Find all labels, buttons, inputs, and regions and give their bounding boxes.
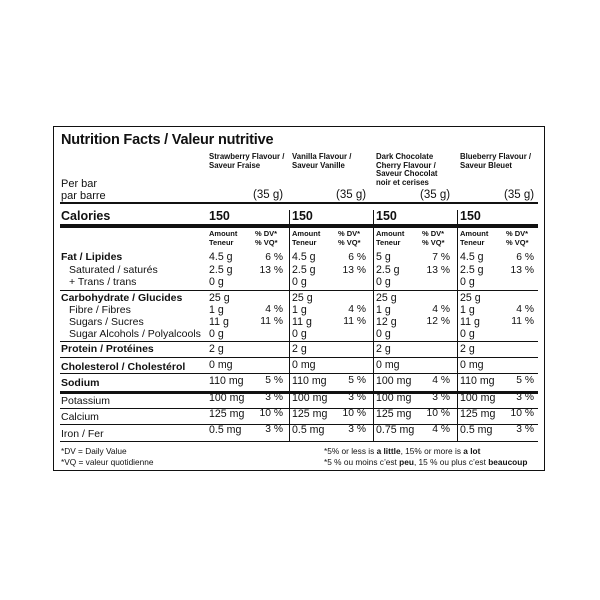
col-2-sodium-value: 110 mg xyxy=(292,375,327,387)
col-1-calcium-value: 125 mg xyxy=(209,408,245,420)
footnote-english: *5% or less is a little, 15% or more is a lot xyxy=(324,446,481,456)
col-3-sodium-value: 100 mg xyxy=(376,375,412,387)
col-4-potassium-value: 100 mg xyxy=(460,392,496,404)
col-1-protein-value: 2 g xyxy=(209,343,224,355)
col-2-flavour-name: Vanilla Flavour / Saveur Vanille xyxy=(292,152,352,170)
serving-line-2: par barre xyxy=(61,190,106,202)
col-1-dv-label: % DV* xyxy=(255,229,278,238)
col-1-saturated-value: 2.5 g xyxy=(209,264,233,276)
rule-fat xyxy=(60,290,538,291)
col-2-vq-label: % VQ* xyxy=(338,238,361,247)
col-1-calcium-percent: 10 % xyxy=(259,408,283,419)
rule-protein xyxy=(60,357,538,358)
col-1-iron-percent: 3 % xyxy=(265,424,283,435)
col-1-fibre-percent: 4 % xyxy=(265,304,283,315)
fat-label: Fat / Lipides xyxy=(61,251,123,263)
col-1-serving-size: (35 g) xyxy=(253,189,284,201)
rule-cholesterol xyxy=(60,373,538,374)
col-2-fibre-value: 1 g xyxy=(292,304,307,316)
col-3-fat-percent: 7 % xyxy=(432,252,450,263)
footnote-dv: *DV = Daily Value xyxy=(61,446,127,456)
col-3-sugar-alcohols-value: 0 g xyxy=(376,328,391,340)
col-1-fibre-value: 1 g xyxy=(209,304,224,316)
col-4-amount-label: Amount xyxy=(460,229,489,238)
col-1-sodium-percent: 5 % xyxy=(265,375,283,386)
col-3-sodium-percent: 4 % xyxy=(432,375,450,386)
col-1-teneur-label: Teneur xyxy=(209,238,234,247)
col-3-sugars-value: 12 g xyxy=(376,316,397,328)
col-1-flavour-name: Strawberry Flavour / Saveur Fraise xyxy=(209,152,285,170)
calories-label: Calories xyxy=(61,209,111,223)
col-4-fat-percent: 6 % xyxy=(516,252,534,263)
col-1-vq-label: % VQ* xyxy=(255,238,278,247)
col-3-potassium-value: 100 mg xyxy=(376,392,412,404)
col-1-fat-value: 4.5 g xyxy=(209,251,233,263)
column-divider xyxy=(289,210,290,441)
col-3-teneur-label: Teneur xyxy=(376,238,401,247)
col-3-amount-label: Amount xyxy=(376,229,405,238)
col-3-iron-value: 0.75 mg xyxy=(376,424,415,436)
col-2-serving-size: (35 g) xyxy=(336,189,367,201)
col-4-fibre-value: 1 g xyxy=(460,304,475,316)
col-4-iron-value: 0.5 mg xyxy=(460,424,493,436)
col-3-serving-size: (35 g) xyxy=(420,189,451,201)
col-3-potassium-percent: 3 % xyxy=(432,392,450,403)
potassium-label: Potassium xyxy=(61,395,111,407)
iron-label: Iron / Fer xyxy=(61,428,104,440)
col-1-saturated-percent: 13 % xyxy=(259,265,283,276)
col-3-fibre-value: 1 g xyxy=(376,304,391,316)
fibre-label: Fibre / Fibres xyxy=(69,304,131,316)
col-1-amount-label: Amount xyxy=(209,229,238,238)
col-1-potassium-value: 100 mg xyxy=(209,392,245,404)
col-2-fat-value: 4.5 g xyxy=(292,251,316,263)
col-4-cholesterol-value: 0 mg xyxy=(460,359,484,371)
col-1-trans-value: 0 g xyxy=(209,276,224,288)
col-4-dv-label: % DV* xyxy=(506,229,529,238)
col-3-calcium-value: 125 mg xyxy=(376,408,412,420)
saturated-label: Saturated / saturés xyxy=(69,264,158,276)
col-2-teneur-label: Teneur xyxy=(292,238,317,247)
col-2-cholesterol-value: 0 mg xyxy=(292,359,316,371)
col-4-sodium-value: 110 mg xyxy=(460,375,495,387)
col-4-calcium-value: 125 mg xyxy=(460,408,496,420)
col-2-sugars-value: 11 g xyxy=(292,316,312,328)
col-4-calcium-percent: 10 % xyxy=(510,408,534,419)
rule-calories xyxy=(60,224,538,228)
rule-carb xyxy=(60,341,538,342)
col-4-serving-size: (35 g) xyxy=(504,189,535,201)
col-2-carbohydrate-value: 25 g xyxy=(292,292,313,304)
col-4-trans-value: 0 g xyxy=(460,276,475,288)
col-3-vq-label: % VQ* xyxy=(422,238,445,247)
nutrition-facts-table xyxy=(53,126,545,471)
col-1-sodium-value: 110 mg xyxy=(209,375,244,387)
calcium-label: Calcium xyxy=(61,411,99,423)
col-3-dv-label: % DV* xyxy=(422,229,445,238)
col-3-cholesterol-value: 0 mg xyxy=(376,359,400,371)
col-3-calcium-percent: 10 % xyxy=(426,408,450,419)
sodium-label: Sodium xyxy=(61,377,100,389)
col-1-iron-value: 0.5 mg xyxy=(209,424,242,436)
col-1-carbohydrate-value: 25 g xyxy=(209,292,230,304)
col-4-protein-value: 2 g xyxy=(460,343,475,355)
col-2-potassium-percent: 3 % xyxy=(348,392,366,403)
col-1-potassium-percent: 3 % xyxy=(265,392,283,403)
col-3-iron-percent: 4 % xyxy=(432,424,450,435)
col-3-protein-value: 2 g xyxy=(376,343,391,355)
col-3-flavour-name: Dark Chocolate Cherry Flavour / Saveur Chocolat noir et cerises xyxy=(376,152,438,188)
col-2-sodium-percent: 5 % xyxy=(348,375,366,386)
col-2-protein-value: 2 g xyxy=(292,343,307,355)
carbohydrate-label: Carbohydrate / Glucides xyxy=(61,292,183,304)
col-2-calcium-value: 125 mg xyxy=(292,408,328,420)
col-2-sugars-percent: 11 % xyxy=(343,316,366,327)
col-4-fat-value: 4.5 g xyxy=(460,251,484,263)
col-3-fat-value: 5 g xyxy=(376,251,391,263)
col-2-fat-percent: 6 % xyxy=(348,252,366,263)
rule-serving xyxy=(60,202,538,204)
col-1-sugar-alcohols-value: 0 g xyxy=(209,328,224,340)
serving-line-1: Per bar xyxy=(61,178,98,190)
col-1-cholesterol-value: 0 mg xyxy=(209,359,233,371)
col-1-fat-percent: 6 % xyxy=(265,252,283,263)
col-4-vq-label: % VQ* xyxy=(506,238,529,247)
col-3-saturated-percent: 13 % xyxy=(426,265,450,276)
col-1-sugars-percent: 11 % xyxy=(260,316,283,327)
col-4-sugars-percent: 11 % xyxy=(511,316,534,327)
col-4-saturated-percent: 13 % xyxy=(510,265,534,276)
footnote-french: *5 % ou moins c’est peu, 15 % ou plus c’est beaucoup xyxy=(324,457,528,467)
col-4-sugars-value: 11 g xyxy=(460,316,480,328)
col-4-saturated-value: 2.5 g xyxy=(460,264,484,276)
col-3-trans-value: 0 g xyxy=(376,276,391,288)
col-2-saturated-value: 2.5 g xyxy=(292,264,316,276)
col-4-carbohydrate-value: 25 g xyxy=(460,292,481,304)
col-2-potassium-value: 100 mg xyxy=(292,392,328,404)
col-3-calories: 150 xyxy=(376,209,397,223)
table-title: Nutrition Facts / Valeur nutritive xyxy=(61,132,274,148)
col-4-calories: 150 xyxy=(460,209,481,223)
col-2-iron-value: 0.5 mg xyxy=(292,424,325,436)
col-3-saturated-value: 2.5 g xyxy=(376,264,400,276)
col-4-fibre-percent: 4 % xyxy=(516,304,534,315)
sugars-label: Sugars / Sucres xyxy=(69,316,144,328)
col-2-fibre-percent: 4 % xyxy=(348,304,366,315)
col-2-saturated-percent: 13 % xyxy=(342,265,366,276)
sugar-alcohols-label: Sugar Alcohols / Polyalcools xyxy=(69,328,201,340)
rule-iron xyxy=(60,441,538,442)
column-divider xyxy=(373,210,374,441)
col-2-calories: 150 xyxy=(292,209,313,223)
col-2-dv-label: % DV* xyxy=(338,229,361,238)
column-divider xyxy=(457,210,458,441)
cholesterol-label: Cholesterol / Cholestérol xyxy=(61,361,186,373)
col-4-flavour-name: Blueberry Flavour / Saveur Bleuet xyxy=(460,152,532,170)
col-1-sugars-value: 11 g xyxy=(209,316,229,328)
col-2-iron-percent: 3 % xyxy=(348,424,366,435)
col-2-calcium-percent: 10 % xyxy=(342,408,366,419)
footnote-vq: *VQ = valeur quotidienne xyxy=(61,457,154,467)
col-4-teneur-label: Teneur xyxy=(460,238,485,247)
col-4-iron-percent: 3 % xyxy=(516,424,534,435)
col-4-sugar-alcohols-value: 0 g xyxy=(460,328,475,340)
col-2-amount-label: Amount xyxy=(292,229,321,238)
col-2-trans-value: 0 g xyxy=(292,276,307,288)
col-3-fibre-percent: 4 % xyxy=(432,304,450,315)
col-1-calories: 150 xyxy=(209,209,230,223)
trans-label: + Trans / trans xyxy=(69,276,137,288)
col-4-sodium-percent: 5 % xyxy=(516,375,534,386)
col-4-potassium-percent: 3 % xyxy=(516,392,534,403)
protein-label: Protein / Protéines xyxy=(61,343,154,355)
col-2-sugar-alcohols-value: 0 g xyxy=(292,328,307,340)
col-3-sugars-percent: 12 % xyxy=(426,316,450,327)
col-3-carbohydrate-value: 25 g xyxy=(376,292,397,304)
